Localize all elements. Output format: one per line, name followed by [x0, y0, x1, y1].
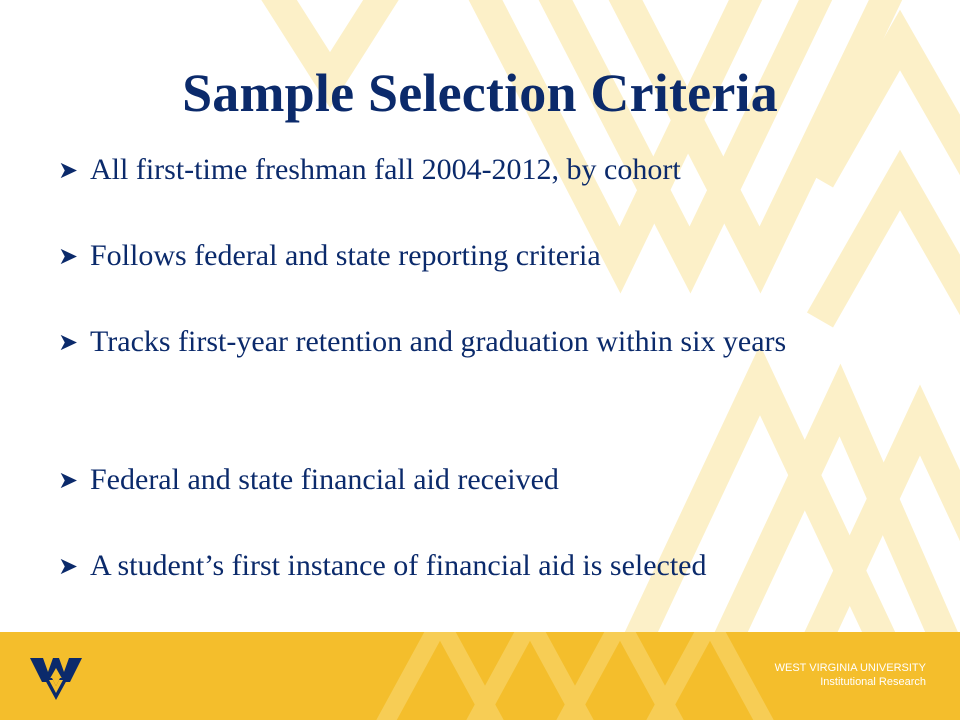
arrowhead-bullet-icon: ➤: [58, 242, 79, 270]
bullet-text: Tracks first-year retention and graduation within six years: [90, 325, 787, 358]
arrowhead-bullet-icon: ➤: [58, 156, 79, 184]
arrowhead-bullet-icon: ➤: [58, 466, 79, 494]
bullet-item: [58, 324, 880, 360]
bullet-text: Federal and state financial aid received: [90, 463, 559, 496]
department-name: Institutional Research: [820, 676, 926, 688]
arrowhead-bullet-icon: ➤: [58, 328, 79, 356]
arrowhead-bullet-icon: ➤: [58, 552, 79, 580]
bullet-text: Follows federal and state reporting criteria: [90, 239, 601, 272]
flying-wv-logo: [30, 656, 82, 700]
university-name: WEST VIRGINIA UNIVERSITY: [774, 662, 926, 674]
footer-band: [0, 632, 960, 720]
bullet-item: [58, 152, 681, 188]
bullet-text: A student’s first instance of financial aid is selected: [90, 549, 707, 582]
footer-chevron-texture: [0, 632, 960, 720]
bullet-item: [58, 462, 559, 498]
bullet-text: All first-time freshman fall 2004-2012, by cohort: [90, 153, 681, 186]
slide-title: Sample Selection Criteria: [182, 63, 778, 123]
bullet-item: [58, 548, 707, 584]
bullet-item: [58, 238, 601, 274]
